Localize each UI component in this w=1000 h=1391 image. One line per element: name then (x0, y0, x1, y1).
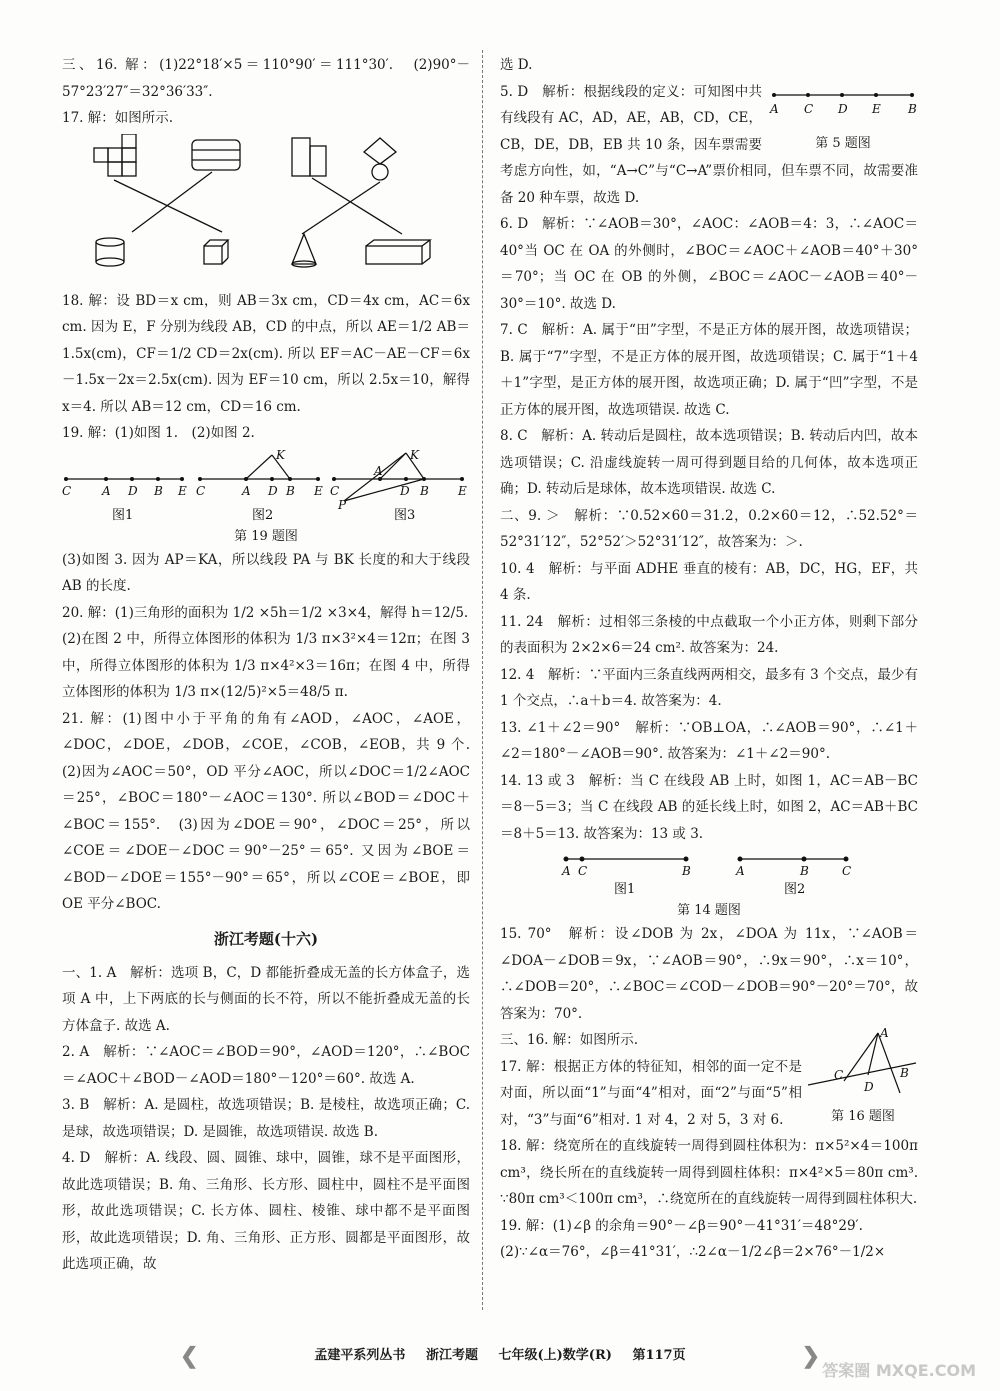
q5-caption: 第 5 题图 (815, 136, 871, 151)
svg-text:C: C (330, 483, 340, 498)
chevron-left-icon: ❮ (180, 1343, 199, 1369)
q16-caption: 第 16 题图 (831, 1108, 895, 1124)
answer-q20-2: (2)在图 2 中，所得立体图形的体积为 1/3 π×3²×4＝12π；在图 3 中，所得立体图形的体积为 1/3 π×4²×3＝16π；在图 4 中，所得立体图形的体积为 1/3 π×(12/5)²×5＝48/5 π. (62, 631, 470, 700)
svg-text:E: E (178, 483, 187, 498)
q5-label-d: D (838, 101, 848, 116)
answer-r9: 二、9. ＞ 解析：∵0.52×60＝31.2，0.2×60＝12，∴52.52°＝52°31′12″，52°52′＞52°31′12″，故答案为：＞. (500, 507, 918, 550)
svg-text:D: D (268, 483, 278, 498)
left-column (62, 52, 484, 1278)
svg-text:A: A (736, 864, 745, 878)
q19-figure-title: 第 19 题图 (234, 528, 298, 544)
svg-text:A: A (374, 463, 383, 478)
q14-figure-title: 第 14 题图 (677, 903, 741, 918)
answer-a2: 2. A 解析：∵∠AOC＝∠BOD＝90°，∠AOD＝120°，∴∠BOC＝∠AOC＋∠BOD－∠AOD＝180°－120°＝60°. 故选 A. (62, 1044, 470, 1087)
q19-caption-1: 图1 (112, 507, 134, 523)
answer-r19: 19. 解：(1)∠β 的余角＝90°－∠β＝90°－41°31′＝48°29′. (500, 1217, 863, 1234)
svg-text:D: D (864, 1080, 874, 1094)
q14-caption-1: 图1 (614, 882, 636, 897)
answer-a4: 4. D 解析：A. 线段、圆、圆锥、球中，圆锥，球不是平面图形，故此选项错误；B. 角、三角形、长方形、圆柱中，圆柱不是平面图形，故此选项错误；C. 长方体、圆柱、棱锥、球中都不是平面图形，故此选项错误；D. 角、三角形、正方形、圆都是平面图形，故此选项正确，故 (62, 1150, 470, 1272)
svg-text:A: A (562, 864, 571, 878)
svg-text:B: B (682, 864, 691, 878)
svg-text:K: K (276, 448, 285, 462)
svg-text:B: B (420, 483, 429, 498)
answer-q21: 21. 解：(1)图中小于平角的角有∠AOD，∠AOC，∠AOE，∠DOC，∠DOE，∠DOB，∠COE，∠COB，∠EOB，共 9 个. (2)因为∠AOC＝50°，OD 平分∠AOC，所以∠DOC＝1/2∠AOC＝25°，∠BOC＝180°－∠AOC＝130°. 所以∠BOD＝∠DOC＋∠BOC＝155°. (3)因为∠DOE＝90°，∠DOC＝25°，所以∠COE＝∠DOE－∠DOC＝90°－25°＝65°. 又因为∠BOE＝∠BOD－∠DOE＝155°－90°＝65°，所以∠COE＝∠BOE，即 OE 平分∠BOC. (62, 710, 484, 912)
answer-q18: 18. 解：设 BD＝x cm，则 AB＝3x cm，CD＝4x cm，AC＝6x cm. 因为 E，F 分别为线段 AB，CD 的中点，所以 AE＝1/2 AB＝1.5x(cm)，CF＝1/2 CD＝2x(cm). 所以 EF＝AC－AE－CF＝6x－1.5x－2x＝2.5x(cm). 因为 EF＝10 cm，所以 2.5x＝10，解得 x＝4. 所以 AB＝12 cm，CD＝16 cm. (62, 292, 470, 415)
q19-caption-3: 图3 (394, 507, 416, 523)
answer-r10: 10. 4 解析：与平面 ADHE 垂直的棱有：AB，DC，HG，EF，共 4 条. (500, 560, 918, 603)
svg-text:A: A (242, 483, 251, 498)
watermark-logo: 答案圈 MXQE.COM (822, 1361, 976, 1380)
svg-text:B: B (800, 864, 809, 878)
answer-r17: 17. 解：根据正方体的特征知，相邻的面一定不是对面，所以面“1”与面“4”相对，面“2”与面“5”相对，“3”与面“6”相对. 1 对 4，2 对 5，3 对 6. (500, 1058, 802, 1128)
q14-figures (500, 849, 918, 897)
right-column (500, 52, 918, 1266)
answer-r6: 6. D 解析：∵∠AOB＝30°，∠AOC：∠AOB＝4：3，∴∠AOC＝40°当 OC 在 OA 的外侧时，∠BOC＝∠AOC＋∠AOB＝40°＋30°＝70°；当 OC 在 OB 的外侧，∠BOC＝∠AOC－∠AOB＝40°－30°＝10°. 故选 D. (500, 216, 918, 312)
answer-r14: 14. 13 或 3 解析：当 C 在线段 AB 上时，如图 1，AC＝AB－BC＝8－5＝3；当 C 在线段 AB 的延长线上时，如图 2，AC＝AB＋BC＝8＋5＝13. 故答案为：13 或 3. (500, 772, 918, 842)
answer-q19: 19. 解：(1)如图 1. (2)如图 2. (62, 425, 255, 441)
answer-r18: 18. 解：绕宽所在的直线旋转一周得到圆柱体积为：π×5²×4＝100π cm³，绕长所在的直线旋转一周得到圆柱体积：π×4²×5＝80π cm³. ∵80π cm³＜100π cm³，∴绕宽所在的直线旋转一周得到圆柱体积大. (500, 1138, 918, 1207)
q19-caption-2: 图2 (252, 507, 274, 523)
answer-q16: 三、16. 解：(1)22°18′×5＝110°90′＝111°30′. (2)90°－57°23′27″＝32°36′33″. (62, 57, 470, 100)
q16-figure (808, 1027, 918, 1127)
footer-series: 孟建平系列丛书 (314, 1348, 406, 1363)
answer-r7: 7. C 解析：A. 属于“田”字型，不是正方体的展开图，故选项错误；B. 属于“7”字型，不是正方体的展开图，故选项错误；C. 属于“1＋4＋1”字型，是正方体的展开图，故选项正确；D. 属于“凹”字型，不是正方体的展开图，故选项错误. 故选 C. (500, 322, 918, 418)
q5-label-c: C (804, 101, 814, 116)
q5-label-e: E (872, 101, 881, 116)
svg-text:B: B (286, 483, 295, 498)
svg-text:E: E (314, 483, 323, 498)
svg-text:C: C (842, 864, 852, 878)
q5-figure (768, 85, 918, 155)
chevron-right-icon: ❯ (801, 1343, 820, 1369)
column-divider (482, 50, 483, 1310)
svg-text:D: D (400, 483, 410, 498)
answer-r0: 选 D. (500, 57, 533, 73)
footer-page-number: 第117页 (632, 1348, 686, 1363)
q17-matching-figure (62, 134, 470, 284)
q5-label-a: A (770, 101, 779, 116)
svg-text:C: C (578, 864, 588, 878)
answer-q20-1: 20. 解：(1)三角形的面积为 1/2 ×5h＝1/2 ×3×4，解得 h＝12/5. (62, 604, 469, 621)
svg-text:C: C (62, 483, 72, 498)
answer-r15: 15. 70° 解析：设∠DOB 为 2x，∠DOA 为 11x，∵∠AOB＝∠DOA－∠DOB＝9x，∵∠AOB＝90°，∴9x＝90°，∴x＝10°，∴∠DOB＝20°，∴∠BOC＝∠COD－∠DOB＝90°－20°＝70°，故答案为：70°. (500, 926, 918, 1022)
svg-text:P: P (338, 497, 347, 512)
answer-q17: 17. 解：如图所示. (62, 110, 174, 126)
answer-r5: 5. D 解析：根据线段的定义：可知图中共有线段有 AC，AD，AE，AB，CD，CE，CB，DE，DB，EB 共 10 条，因车票需要考虑方向性，如，“A→C”与“C→A”票价相同，但车票不同，故需要准备 20 种车票，故选 D. (500, 83, 918, 206)
answer-q19-3: (3)如图 3. 因为 AP＝KA，所以线段 PA 与 BK 长度的和大于线段 AB 的长度. (62, 551, 470, 594)
svg-text:B: B (900, 1066, 909, 1080)
answer-r8: 8. C 解析：A. 转动后是圆柱，故本选项错误；B. 转动后内凹，故本选项错误；C. 沿虚线旋转一周可得到题目给的几何体，故本选项正确；D. 转动后是球体，故本选项错误. 故选 C. (500, 428, 918, 497)
q19-figures (62, 449, 470, 523)
footer-grade: 七年级(上)数学(R) (498, 1348, 612, 1363)
svg-text:K: K (410, 448, 419, 462)
q14-caption-2: 图2 (784, 882, 806, 897)
svg-text:D: D (128, 483, 138, 498)
svg-text:C: C (834, 1068, 844, 1082)
svg-text:A: A (102, 483, 111, 498)
footer-book: 浙江考题 (425, 1348, 478, 1363)
answer-r13: 13. ∠1＋∠2＝90° 解析：∵OB⊥OA，∴∠AOB＝90°，∴∠1＋∠2＝180°－∠AOB＝90°. 故答案为：∠1＋∠2＝90°. (500, 719, 918, 762)
svg-text:A: A (880, 1027, 889, 1040)
answer-a3: 3. B 解析：A. 是圆柱，故选项错误；B. 是棱柱，故选项正确；C. 是球，故选项错误；D. 是圆锥，故选项错误. 故选 B. (62, 1097, 470, 1140)
svg-text:B: B (154, 483, 163, 498)
answer-a1: 一、1. A 解析：选项 B，C，D 都能折叠成无盖的长方体盒子，选项 A 中，上下两底的长与侧面的长不符，所以不能折叠成无盖的长方体盒子. 故选 A. (62, 964, 470, 1034)
section-title: 浙江考题(十六) (213, 929, 319, 948)
answer-r19-2: (2)∵∠α＝76°，∠β＝41°31′，∴2∠α－1/2∠β＝2×76°－1/2× (500, 1244, 886, 1260)
svg-text:E: E (458, 483, 467, 498)
answer-r11: 11. 24 解析：过相邻三条棱的中点截取一个小正方体，则剩下部分的表面积为 2×2×6＝24 cm². 故答案为：24. (500, 613, 918, 656)
answer-r12: 12. 4 解析：∵平面内三条直线两两相交，最多有 3 个交点，最少有 1 个交点，∴a＋b＝4. 故答案为：4. (500, 666, 918, 709)
svg-text:C: C (196, 483, 206, 498)
q5-label-b: B (908, 101, 917, 116)
answer-r16: 三、16. 解：如图所示. (500, 1032, 639, 1048)
